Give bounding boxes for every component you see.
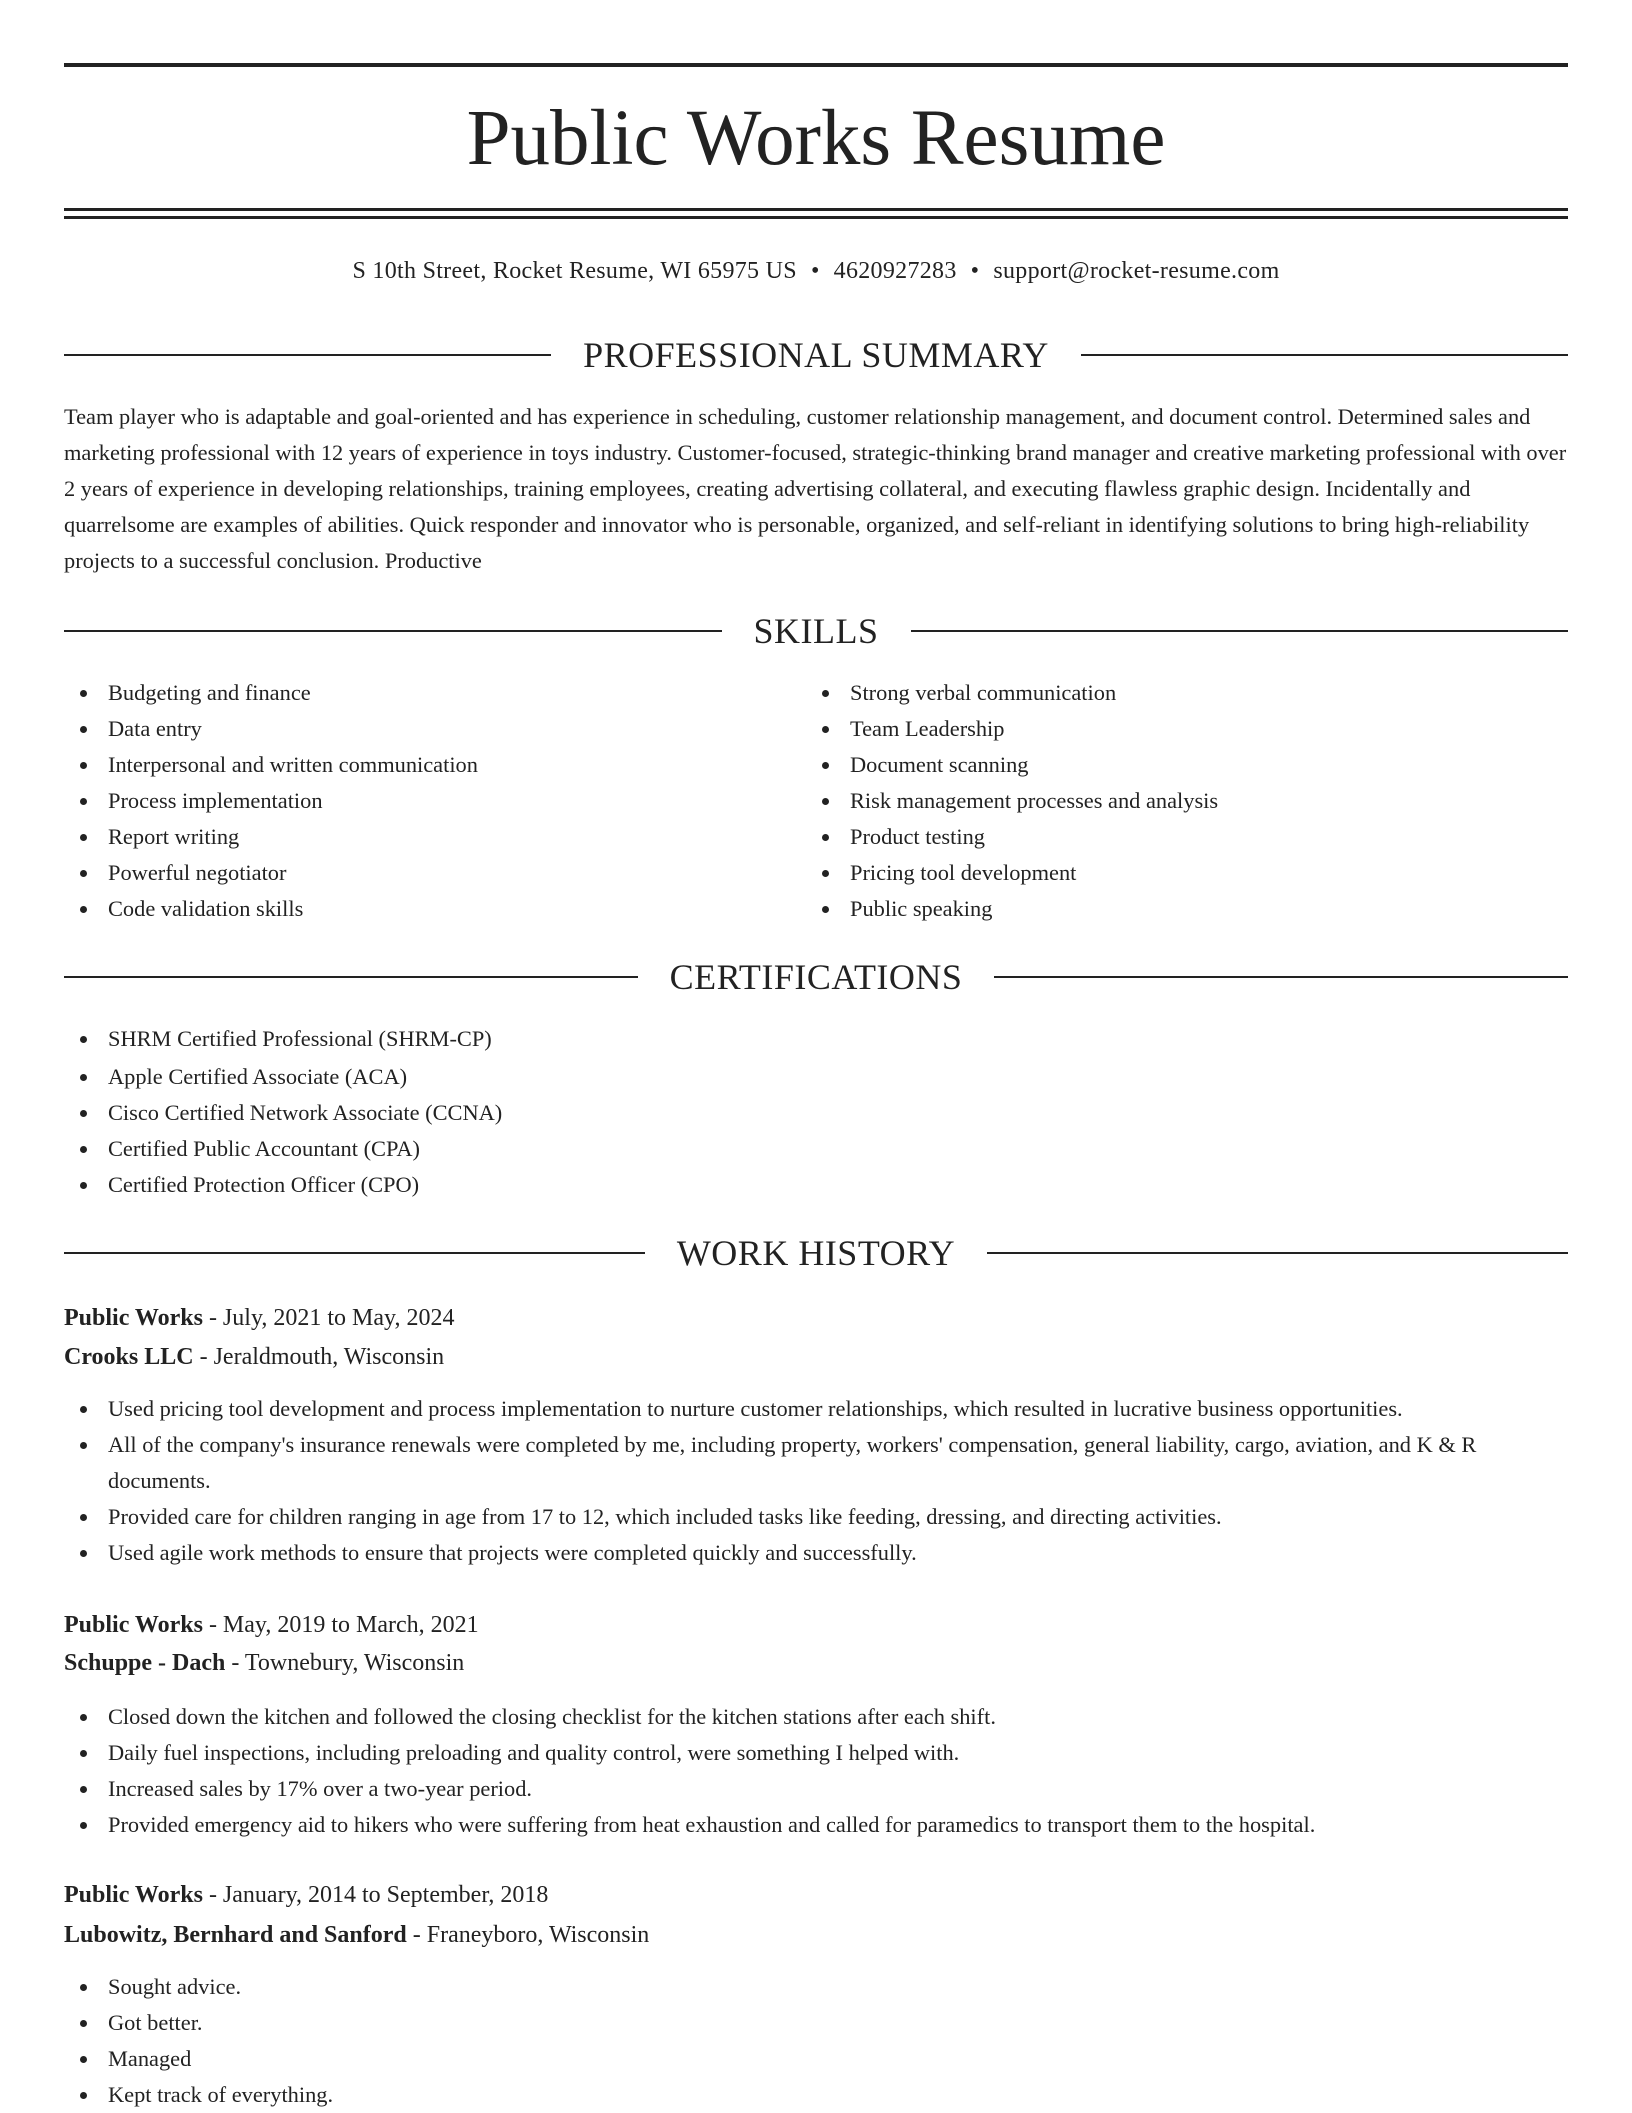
title-rule-lower bbox=[64, 216, 1568, 219]
skill-item: Powerful negotiator bbox=[64, 855, 804, 891]
job-company: Lubowitz, Bernhard and Sanford bbox=[64, 1922, 407, 1948]
skills-list-right bbox=[806, 675, 1566, 927]
title-rule-upper bbox=[64, 208, 1568, 211]
job-company-line bbox=[64, 1337, 1568, 1377]
job-dates: - July, 2021 to May, 2024 bbox=[208, 1305, 455, 1331]
job-bullet: Used pricing tool development and process implementation to nurture customer relationships, which resulted in lucrative business opportunities. bbox=[64, 1391, 1568, 1427]
job-title-line bbox=[64, 1298, 1568, 1338]
job-bullet: Used agile work methods to ensure that projects were completed quickly and successfully. bbox=[64, 1535, 1568, 1571]
skill-item: Report writing bbox=[64, 819, 804, 855]
skill-item: Document scanning bbox=[806, 747, 1566, 783]
section-heading-summary bbox=[64, 333, 1568, 377]
contact-address: S 10th Street, Rocket Resume, WI 65975 US bbox=[352, 258, 797, 284]
job-title: Public Works bbox=[64, 1612, 203, 1638]
skill-item: Risk management processes and analysis bbox=[806, 783, 1566, 819]
skill-item: Interpersonal and written communication bbox=[64, 747, 804, 783]
job-company-line bbox=[64, 1915, 1568, 1955]
job-location: - Townebury, Wisconsin bbox=[231, 1650, 465, 1676]
job-bullet: Daily fuel inspections, including preloading and quality control, were something I helped with. bbox=[64, 1735, 1568, 1771]
skill-item: Team Leadership bbox=[806, 711, 1566, 747]
job-company: Schuppe - Dach bbox=[64, 1650, 226, 1676]
section-title: SKILLS bbox=[753, 611, 879, 651]
certification-item: Certified Public Accountant (CPA) bbox=[64, 1131, 1568, 1167]
job-bullets bbox=[64, 1391, 1568, 1571]
skill-item: Data entry bbox=[64, 711, 804, 747]
job-bullet: Got better. bbox=[64, 2005, 1568, 2041]
summary-text: Team player who is adaptable and goal-oriented and has experience in scheduling, customer relationship management, and document control. Determined sales and marketing professional with 12 years of experience in toys industry. Customer-focused, strategic-thinking brand manager and creative marketing professional with over 2 years of experience in developing relationships, training employees, creating advertising collateral, and executing flawless graphic design. Incidentally and quarrelsome are examples of abilities. Quick responder and innovator who is personable, organized, and self-reliant in identifying solutions to bring high-reliability projects to a successful conclusion. Productive bbox=[64, 404, 1567, 573]
job-bullet: Sought advice. bbox=[64, 1969, 1568, 2005]
skill-item: Pricing tool development bbox=[806, 855, 1566, 891]
job-dates: - January, 2014 to September, 2018 bbox=[208, 1882, 549, 1908]
heading-rule bbox=[987, 1252, 1568, 1254]
top-rule bbox=[64, 63, 1568, 67]
certifications-list bbox=[64, 1021, 1568, 1203]
job-title-line bbox=[64, 1605, 1568, 1645]
contact-phone: 4620927283 bbox=[833, 258, 957, 284]
section-title: WORK HISTORY bbox=[676, 1233, 956, 1273]
section-title: PROFESSIONAL SUMMARY bbox=[583, 335, 1049, 375]
job-bullet: Kept track of everything. bbox=[64, 2077, 1568, 2113]
job-bullets bbox=[64, 1699, 1568, 1843]
certification-item: Cisco Certified Network Associate (CCNA) bbox=[64, 1095, 1568, 1131]
heading-rule bbox=[1081, 354, 1568, 356]
heading-rule bbox=[64, 630, 722, 632]
job-bullet: Provided emergency aid to hikers who were suffering from heat exhaustion and called for paramedics to transport them to the hospital. bbox=[64, 1807, 1568, 1843]
skill-item: Public speaking bbox=[806, 891, 1566, 927]
job-bullet: Closed down the kitchen and followed the closing checklist for the kitchen stations after each shift. bbox=[64, 1699, 1568, 1735]
skill-item: Strong verbal communication bbox=[806, 675, 1566, 711]
skill-item: Product testing bbox=[806, 819, 1566, 855]
contact-line bbox=[64, 254, 1568, 288]
section-heading-skills bbox=[64, 609, 1568, 653]
job-bullets bbox=[64, 1969, 1568, 2113]
job-company-line bbox=[64, 1643, 1568, 1683]
skills-list-left bbox=[64, 675, 804, 927]
job-bullet: All of the company's insurance renewals were completed by me, including property, workers' compensation, general liability, cargo, aviation, and K & R documents. bbox=[64, 1427, 1568, 1499]
certification-item: Certified Protection Officer (CPO) bbox=[64, 1167, 1568, 1203]
certification-item: SHRM Certified Professional (SHRM-CP) bbox=[64, 1021, 1568, 1057]
job-location: - Jeraldmouth, Wisconsin bbox=[199, 1344, 445, 1370]
job-dates: - May, 2019 to March, 2021 bbox=[208, 1612, 479, 1638]
certification-item: Apple Certified Associate (ACA) bbox=[64, 1059, 1568, 1095]
heading-rule bbox=[911, 630, 1569, 632]
job-title-line bbox=[64, 1875, 1568, 1915]
section-heading-work-history bbox=[64, 1231, 1568, 1275]
skill-item: Budgeting and finance bbox=[64, 675, 804, 711]
contact-separator: • bbox=[810, 258, 820, 284]
job-title: Public Works bbox=[64, 1882, 203, 1908]
heading-rule bbox=[64, 976, 638, 978]
heading-rule bbox=[64, 354, 551, 356]
heading-rule bbox=[994, 976, 1568, 978]
section-heading-certifications bbox=[64, 955, 1568, 999]
contact-separator: • bbox=[970, 258, 980, 284]
heading-rule bbox=[64, 1252, 645, 1254]
contact-email: support@rocket-resume.com bbox=[993, 258, 1280, 284]
job-title: Public Works bbox=[64, 1305, 203, 1331]
resume-title: Public Works Resume bbox=[466, 95, 1166, 182]
job-location: - Franeyboro, Wisconsin bbox=[412, 1922, 650, 1948]
section-title: CERTIFICATIONS bbox=[669, 957, 963, 997]
job-bullet: Provided care for children ranging in age from 17 to 12, which included tasks like feeding, dressing, and directing activities. bbox=[64, 1499, 1568, 1535]
job-bullet: Managed bbox=[64, 2041, 1568, 2077]
job-company: Crooks LLC bbox=[64, 1344, 194, 1370]
job-bullet: Increased sales by 17% over a two-year period. bbox=[64, 1771, 1568, 1807]
skill-item: Process implementation bbox=[64, 783, 804, 819]
skill-item: Code validation skills bbox=[64, 891, 804, 927]
